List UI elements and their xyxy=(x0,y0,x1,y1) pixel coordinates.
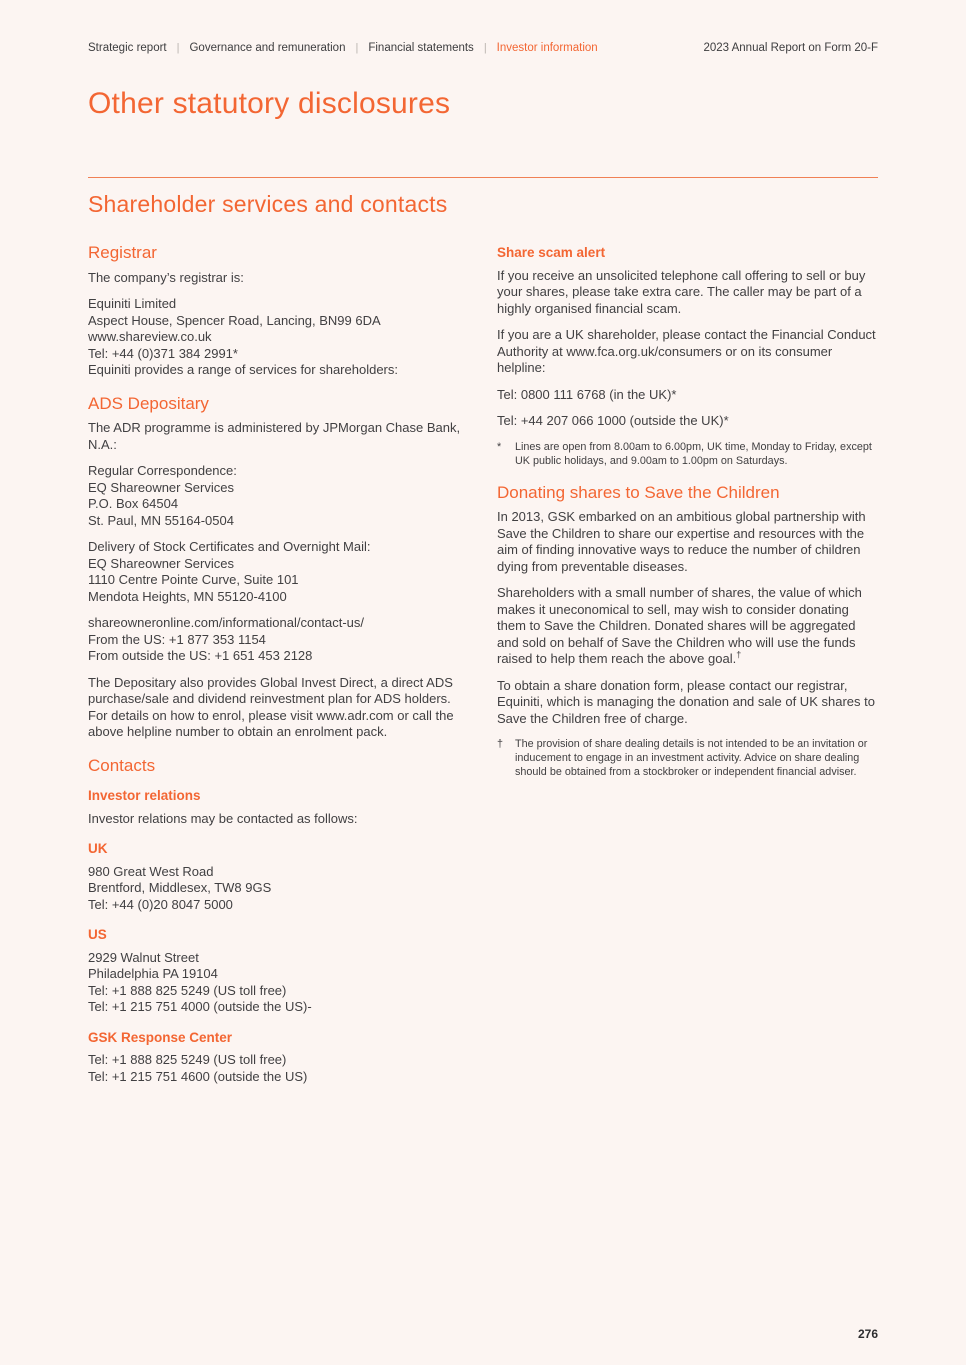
address-line: EQ Shareowner Services xyxy=(88,479,234,495)
donating-paragraph: To obtain a share donation form, please contact our registrar, Equiniti, which is managing the donation and sale of UK shares to Save the Children free of charge. xyxy=(497,677,875,726)
us-heading: US xyxy=(88,927,107,942)
asterisk-footnote xyxy=(497,440,878,468)
footnote-text: Lines are open from 8.00am to 6.00pm, UK time, Monday to Friday, except UK public holidays, and 9.00am to 1.00pm on Saturdays. xyxy=(515,440,872,467)
response-center-contact xyxy=(88,1052,469,1085)
regular-correspondence-address xyxy=(88,463,469,529)
nav-financial-statements[interactable]: Financial statements xyxy=(368,42,474,54)
section-nav xyxy=(88,42,598,54)
tel-line: From the US: +1 877 353 1154 xyxy=(88,631,266,647)
two-column-body xyxy=(88,245,878,1095)
donating-shares-heading: Donating shares to Save the Children xyxy=(497,482,780,502)
page-number: 276 xyxy=(857,1327,878,1341)
url-text: shareowneronline.com/informational/contact-us/ xyxy=(88,615,365,630)
address-line: 1110 Centre Pointe Curve, Suite 101 xyxy=(88,572,299,587)
footnote-marker: * xyxy=(497,440,502,453)
tel-line: Tel: +1 215 751 4000 (outside the US)- xyxy=(88,999,312,1014)
donating-paragraph xyxy=(497,585,878,668)
tel-line: Tel: +44 (0)20 8047 5000 xyxy=(88,896,233,912)
nav-governance-remuneration[interactable]: Governance and remuneration xyxy=(189,42,346,54)
uk-address xyxy=(88,864,469,914)
tel-line: From outside the US: +1 651 453 2128 xyxy=(88,648,313,663)
dagger-footnote xyxy=(497,737,878,779)
share-scam-alert-heading: Share scam alert xyxy=(497,245,606,260)
address-line: St. Paul, MN 55164-0504 xyxy=(88,512,234,528)
page-title: Other statutory disclosures xyxy=(88,87,451,120)
shareowner-online-contact xyxy=(88,615,469,665)
ads-depositary-heading: ADS Depositary xyxy=(88,393,209,413)
share-scam-paragraph: If you receive an unsolicited telephone call offering to sell or buy your shares, please take extra care. The caller may be part of a highly organised financial scam. xyxy=(497,267,866,316)
address-line: 2929 Walnut Street xyxy=(88,949,199,965)
registrar-services-note: Equiniti provides a range of services for shareholders: xyxy=(88,362,398,377)
right-column xyxy=(497,245,878,1095)
address-line: Philadelphia PA 19104 xyxy=(88,966,218,981)
dagger-reference: † xyxy=(736,649,742,660)
nav-separator: | xyxy=(355,42,359,54)
report-edition: 2023 Annual Report on Form 20-F xyxy=(703,42,878,54)
investor-relations-heading: Investor relations xyxy=(88,788,201,803)
tel-line: Tel: +1 215 751 4600 (outside the US) xyxy=(88,1068,308,1084)
tel-line: Tel: +1 888 825 5249 (US toll free) xyxy=(88,1052,287,1067)
ads-depositary-intro: The ADR programme is administered by JPMorgan Chase Bank, N.A.: xyxy=(88,420,461,452)
investor-relations-intro: Investor relations may be contacted as follows: xyxy=(88,810,358,826)
address-line: Regular Correspondence: xyxy=(88,463,237,478)
nav-investor-information[interactable]: Investor information xyxy=(496,42,598,54)
footnote-marker: † xyxy=(497,738,504,750)
donating-paragraph: In 2013, GSK embarked on an ambitious global partnership with Save the Children to share our expertise and resources with the aim of finding innovative ways to reduce the number of children dying from preventable diseases. xyxy=(497,509,866,574)
address-line: 980 Great West Road xyxy=(88,863,214,879)
registrar-details xyxy=(88,296,469,379)
nav-separator: | xyxy=(176,42,180,54)
us-address xyxy=(88,950,469,1016)
address-line: P.O. Box 64504 xyxy=(88,496,179,511)
footnote-text: The provision of share dealing details is not intended to be an invitation or inducement to engage in an investment activity. Advice on share dealing should be obtained from a stockbroker or independent financial adviser. xyxy=(515,738,868,778)
delivery-address xyxy=(88,539,469,605)
registrar-url: www.shareview.co.uk xyxy=(88,329,212,344)
section-title: Shareholder services and contacts xyxy=(88,191,448,217)
fca-tel-outside-uk: Tel: +44 207 066 1000 (outside the UK)* xyxy=(497,413,729,428)
registrar-address: Aspect House, Spencer Road, Lancing, BN99 6DA xyxy=(88,312,381,328)
nav-separator: | xyxy=(483,42,487,54)
registrar-heading: Registrar xyxy=(88,243,157,262)
left-column xyxy=(88,245,469,1095)
share-scam-paragraph: If you are a UK shareholder, please contact the Financial Conduct Authority at www.fca.org.uk/consumers or on its consumer helpline: xyxy=(497,327,876,375)
global-invest-paragraph: The Depositary also provides Global Invest Direct, a direct ADS purchase/sale and dividend reinvestment plan for ADS holders. For details on how to enrol, please visit www.adr.com or call the above helpline number to obtain an enrolment pack. xyxy=(88,674,454,739)
address-line: Mendota Heights, MN 55120-4100 xyxy=(88,588,287,604)
top-navigation xyxy=(88,42,878,54)
contacts-heading: Contacts xyxy=(88,755,156,775)
address-line: Brentford, Middlesex, TW8 9GS xyxy=(88,880,272,895)
gsk-response-center-heading: GSK Response Center xyxy=(88,1029,233,1045)
fca-tel-uk: Tel: 0800 111 6768 (in the UK)* xyxy=(497,386,677,402)
registrar-name: Equiniti Limited xyxy=(88,296,177,311)
registrar-tel: Tel: +44 (0)371 384 2991* xyxy=(88,345,238,361)
address-line: Delivery of Stock Certificates and Overnight Mail: xyxy=(88,539,371,554)
address-line: EQ Shareowner Services xyxy=(88,555,234,571)
uk-heading: UK xyxy=(88,841,108,856)
title-divider xyxy=(88,177,878,178)
tel-line: Tel: +1 888 825 5249 (US toll free) xyxy=(88,982,287,998)
donating-paragraph-text: Shareholders with a small number of shares, the value of which makes it uneconomical to sell, may wish to consider donating them to Save the Children. Donated shares will be aggregated and sold on behalf of Save the Children who will use the funds raised to help them reach the above goal. xyxy=(497,585,862,666)
registrar-intro: The company’s registrar is: xyxy=(88,269,244,285)
nav-strategic-report[interactable]: Strategic report xyxy=(88,42,167,54)
